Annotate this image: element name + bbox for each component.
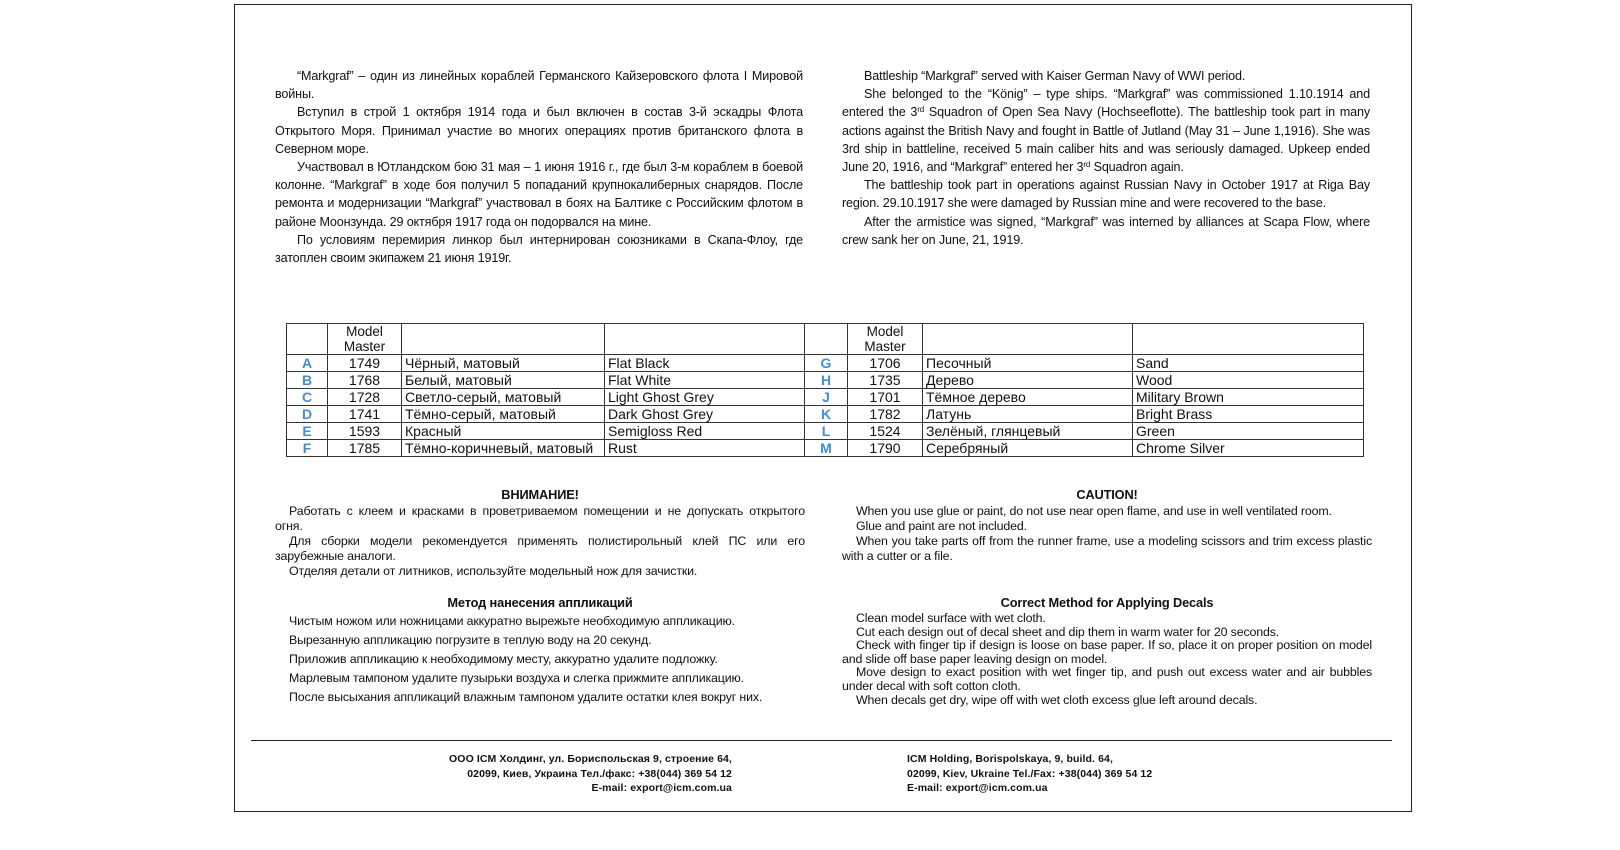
decals-ru-step: Приложив аппликацию к необходимому месту, аккуратно удалите подложку. [289, 652, 718, 666]
history-en-text: Squadron again. [1090, 160, 1184, 175]
color-name-en: Flat Black [605, 355, 805, 372]
color-name-ru: Дерево [923, 372, 1133, 389]
history-en [842, 67, 1370, 249]
color-letter: M [805, 440, 848, 457]
header-letter-cell [805, 324, 848, 355]
warning-en [842, 487, 1372, 564]
color-name-ru: Светло-серый, матовый [402, 389, 605, 406]
ordinal-suffix: rd [1083, 160, 1091, 170]
decals-ru-step: После высыхания аппликаций влажным тампоном удалите остатки клея вокруг них. [289, 690, 763, 704]
header-ru-name-cell [402, 324, 605, 355]
address-email: E-mail: export@icm.com.ua [591, 782, 732, 794]
color-code: 1593 [328, 423, 402, 440]
color-code: 1701 [848, 389, 923, 406]
decals-en-step: Cut each design out of decal sheet and dip them in warm water for 20 seconds. [856, 624, 1280, 639]
color-letter: A [287, 355, 328, 372]
color-name-ru: Тёмно-серый, матовый [402, 406, 605, 423]
history-ru-paragraph: “Markgraf” – один из линейных кораблей Германского Кайзеровского флота I Мировой войны. [275, 69, 803, 102]
color-name-ru: Тёмное дерево [923, 389, 1133, 406]
color-name-ru: Песочный [923, 355, 1133, 372]
decals-title-en: Correct Method for Applying Decals [1000, 595, 1214, 610]
color-letter: E [287, 423, 328, 440]
color-code: 1706 [848, 355, 923, 372]
color-name-en: Wood [1133, 372, 1364, 389]
color-letter: L [805, 423, 848, 440]
decals-en-step: Check with finger tip if design is loose on base paper. If so, place it on proper position on model and slide off base paper leaving design on model. [842, 638, 1372, 666]
table-row [287, 423, 1364, 440]
warning-ru-item: Работать с клеем и красками в проветриваемом помещении и не допускать открытого огня. [275, 504, 805, 533]
header-en-name-cell [605, 324, 805, 355]
color-name-ru: Белый, матовый [402, 372, 605, 389]
decals-ru-step: Чистым ножом или ножницами аккуратно вырежьте необходимую аппликацию. [289, 614, 735, 628]
warning-en-item: When you take parts off from the runner frame, use a modeling scissors and trim excess plastic with a cutter or a file. [842, 534, 1372, 563]
table-row [287, 372, 1364, 389]
header-master-text: Master [864, 339, 906, 354]
address-line: 02099, Kiev, Ukraine Tel./Fax: +38(044) 369 54 12 [907, 767, 1153, 780]
address-line: ICM Holding, Borispolskaya, 9, build. 64, [907, 753, 1113, 765]
decals-en-step: When decals get dry, wipe off with wet cloth excess glue left around decals. [856, 692, 1258, 707]
color-name-en: Green [1133, 423, 1364, 440]
color-name-en: Chrome Silver [1133, 440, 1364, 457]
color-name-ru: Зелёный, глянцевый [923, 423, 1133, 440]
header-model-master [848, 324, 923, 355]
history-ru-paragraph: По условиям перемирия линкор был интернирован союзниками в Скапа-Флоу, где затоплен своим экипажем 21 июня 1919г. [275, 232, 803, 266]
color-name-ru: Тёмно-коричневый, матовый [402, 440, 605, 457]
warning-ru [275, 487, 805, 579]
history-ru [275, 67, 803, 267]
color-letter: K [805, 406, 848, 423]
table-row [287, 406, 1364, 423]
history-ru-paragraph: Вступил в строй 1 октября 1914 года и был включен в состав 3-й эскадры Флота Открытого Моря. Принимал участие во многих операциях против британского флота в Северном море. [275, 105, 803, 156]
history-en-paragraph: After the armistice was signed, “Markgraf” was interned by alliances at Scapa Flow, where crew sank her on June, 21, 1919. [842, 214, 1370, 247]
decals-ru-step: Марлевым тампоном удалите пузырьки воздуха и слегка прижмите аппликацию. [289, 671, 744, 685]
decals-en-step: Clean model surface with wet cloth. [856, 611, 1046, 625]
color-name-en: Semigloss Red [605, 423, 805, 440]
history-en-paragraph: Battleship “Markgraf” served with Kaiser German Navy of WWI period. [864, 69, 1246, 83]
decals-ru-step: Вырезанную аппликацию погрузите в теплую воду на 20 секунд. [289, 633, 652, 647]
warning-ru-item: Для сборки модели рекомендуется применять полистирольный клей ПС или его зарубежные аналоги. [275, 534, 805, 563]
header-letter-cell [287, 324, 328, 355]
decals-en-step: Move design to exact position with wet finger tip, and push out excess water and air bubbles under decal with soft cotton cloth. [842, 665, 1372, 693]
history-en-paragraph: The battleship took part in operations against Russian Navy in October 1917 at Riga Bay region. 29.10.1917 she were damaged by Russian mine and were recovered to the base. [842, 178, 1370, 211]
paint-color-table [286, 323, 1364, 457]
warning-ru-item: Отделяя детали от литников, используйте модельный нож для зачистки. [289, 564, 698, 578]
decals-title-ru: Метод нанесения аппликаций [447, 595, 633, 610]
address-line: ООО ICM Холдинг, ул. Бориспольская 9, строение 64, [449, 753, 732, 765]
color-name-ru: Латунь [923, 406, 1133, 423]
color-letter: H [805, 372, 848, 389]
color-code: 1785 [328, 440, 402, 457]
table-row [287, 355, 1364, 372]
warning-en-item: Glue and paint are not included. [856, 519, 1027, 533]
address-ru [380, 752, 732, 796]
color-letter: J [805, 389, 848, 406]
color-name-en: Rust [605, 440, 805, 457]
color-code: 1768 [328, 372, 402, 389]
color-name-en: Military Brown [1133, 389, 1364, 406]
decals-ru [275, 595, 805, 707]
table-header-row [287, 324, 1364, 355]
color-name-ru: Красный [402, 423, 605, 440]
footer-divider [251, 740, 1392, 741]
address-email: E-mail: export@icm.com.ua [907, 782, 1048, 794]
header-en-name-cell [1133, 324, 1364, 355]
color-name-en: Light Ghost Grey [605, 389, 805, 406]
color-name-ru: Чёрный, матовый [402, 355, 605, 372]
table-row [287, 389, 1364, 406]
history-en-paragraph [842, 85, 1370, 176]
color-name-en: Dark Ghost Grey [605, 406, 805, 423]
history-en-text: Squadron of Open Sea Navy (Hochseeflotte). The battleship took part in many actions against the British Navy and fought in Battle of Jutland (May 31 – June 1,1916). She was 3rd ship in battleline, received 5 main caliber hits and was seriously damaged. Upkeep ended June 20, 1916, and “Markgraf” entered her 3 [842, 105, 1370, 175]
ordinal-suffix: rd [917, 105, 925, 115]
header-ru-name-cell [923, 324, 1133, 355]
history-en-text: nig” – type ships. “Markgraf” was commissioned 1.10.1914 and entered the 3 [842, 87, 1370, 120]
color-code: 1728 [328, 389, 402, 406]
history-ru-paragraph: Участвовал в Ютландском бою 31 мая – 1 июня 1916 г., где был 3-м кораблем в боевой колонне. “Markgraf” в ходе боя получил 5 попаданий крупнокалиберных снарядов. После ремонта и модернизации “Markgraf” участвовал в боях на Балтике с Российским флотом в районе Моонзунда. 29 октября 1917 года он подорвался на мине. [275, 160, 803, 229]
color-letter: F [287, 440, 328, 457]
header-model-text: Model [866, 324, 904, 339]
color-name-ru: Серебряный [923, 440, 1133, 457]
color-name-en: Flat White [605, 372, 805, 389]
color-letter: B [287, 372, 328, 389]
table-row [287, 440, 1364, 457]
address-line: 02099, Киев, Украина Тел./факс: +38(044) 369 54 12 [467, 767, 732, 780]
koenig-umlaut-glyph: ö [1000, 87, 1008, 102]
decals-en [842, 595, 1372, 707]
color-name-en: Bright Brass [1133, 406, 1364, 423]
color-code: 1741 [328, 406, 402, 423]
history-en-text: She belonged to the “K [864, 87, 1001, 102]
header-model-master [328, 324, 402, 355]
color-name-en: Sand [1133, 355, 1364, 372]
color-code: 1782 [848, 406, 923, 423]
color-letter: G [805, 355, 848, 372]
header-model-text: Model [346, 324, 383, 339]
color-code: 1749 [328, 355, 402, 372]
color-code: 1524 [848, 423, 923, 440]
address-en [907, 752, 1287, 796]
warning-title-en: CAUTION! [1076, 487, 1138, 502]
header-master-text: Master [343, 339, 386, 354]
color-code: 1735 [848, 372, 923, 389]
color-code: 1790 [848, 440, 923, 457]
color-letter: C [287, 389, 328, 406]
color-letter: D [287, 406, 328, 423]
warning-en-item: When you use glue or paint, do not use near open flame, and use in well ventilated room. [856, 504, 1332, 518]
warning-title-ru: ВНИМАНИЕ! [501, 487, 579, 502]
